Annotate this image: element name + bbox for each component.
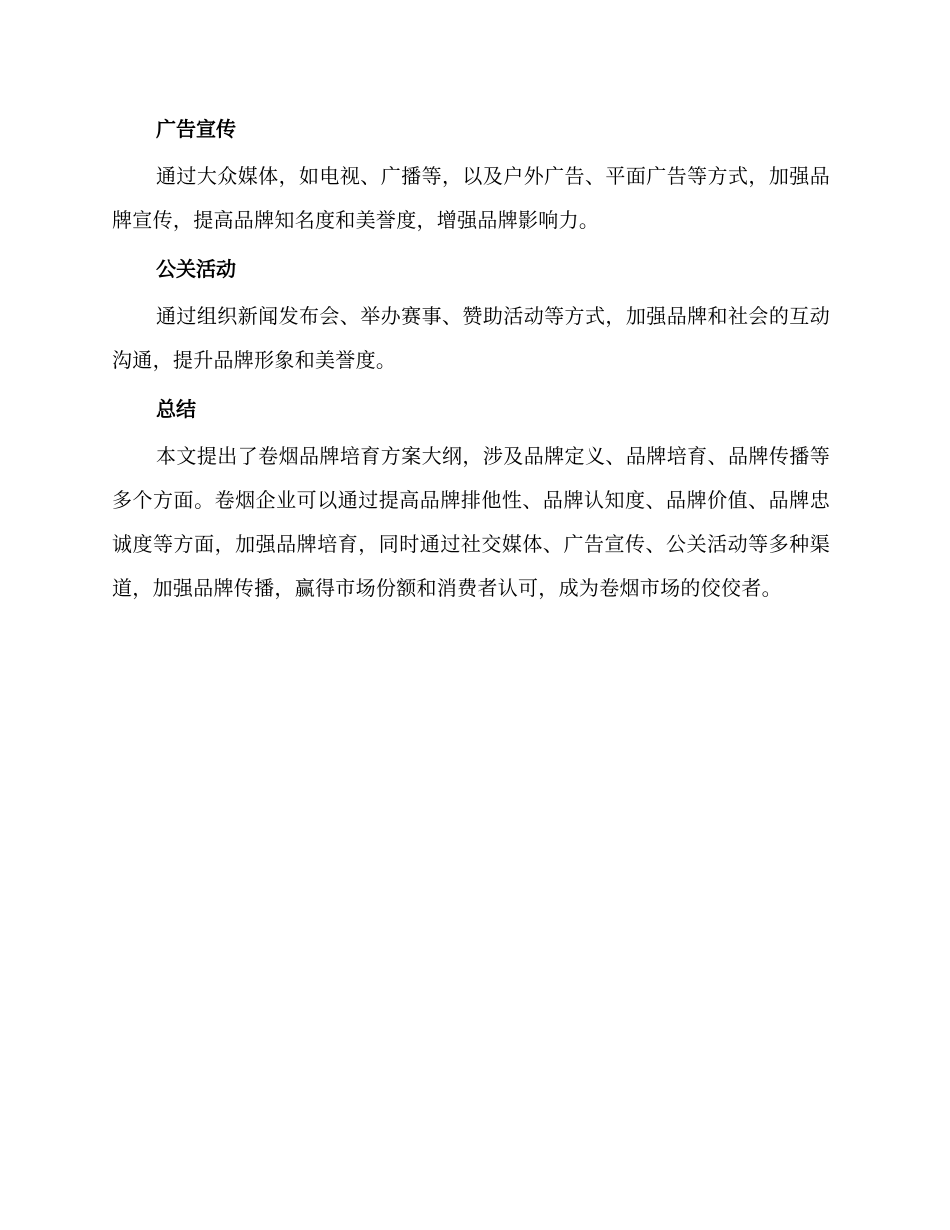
section-heading-advertising: 广告宣传 [156,117,236,141]
section-body-advertising: 通过大众媒体，如电视、广播等，以及户外广告、平面广告等方式，加强品牌宣传，提高品牌知名度和美誉度，增强品牌影响力。 [112,164,830,232]
section-heading-public-relations: 公关活动 [156,257,236,281]
document-page [112,110,830,618]
section-body-summary: 本文提出了卷烟品牌培育方案大纲，涉及品牌定义、品牌培育、品牌传播等多个方面。卷烟企业可以通过提高品牌排他性、品牌认知度、品牌价值、品牌忠诚度等方面，加强品牌培育，同时通过社交媒体、广告宣传、公关活动等多种渠道，加强品牌传播，赢得市场份额和消费者认可，成为卷烟市场的佼佼者。 [112,444,830,600]
section-body-public-relations: 通过组织新闻发布会、举办赛事、赞助活动等方式，加强品牌和社会的互动沟通，提升品牌形象和美誉度。 [112,304,830,372]
section-heading-summary: 总结 [156,397,196,421]
